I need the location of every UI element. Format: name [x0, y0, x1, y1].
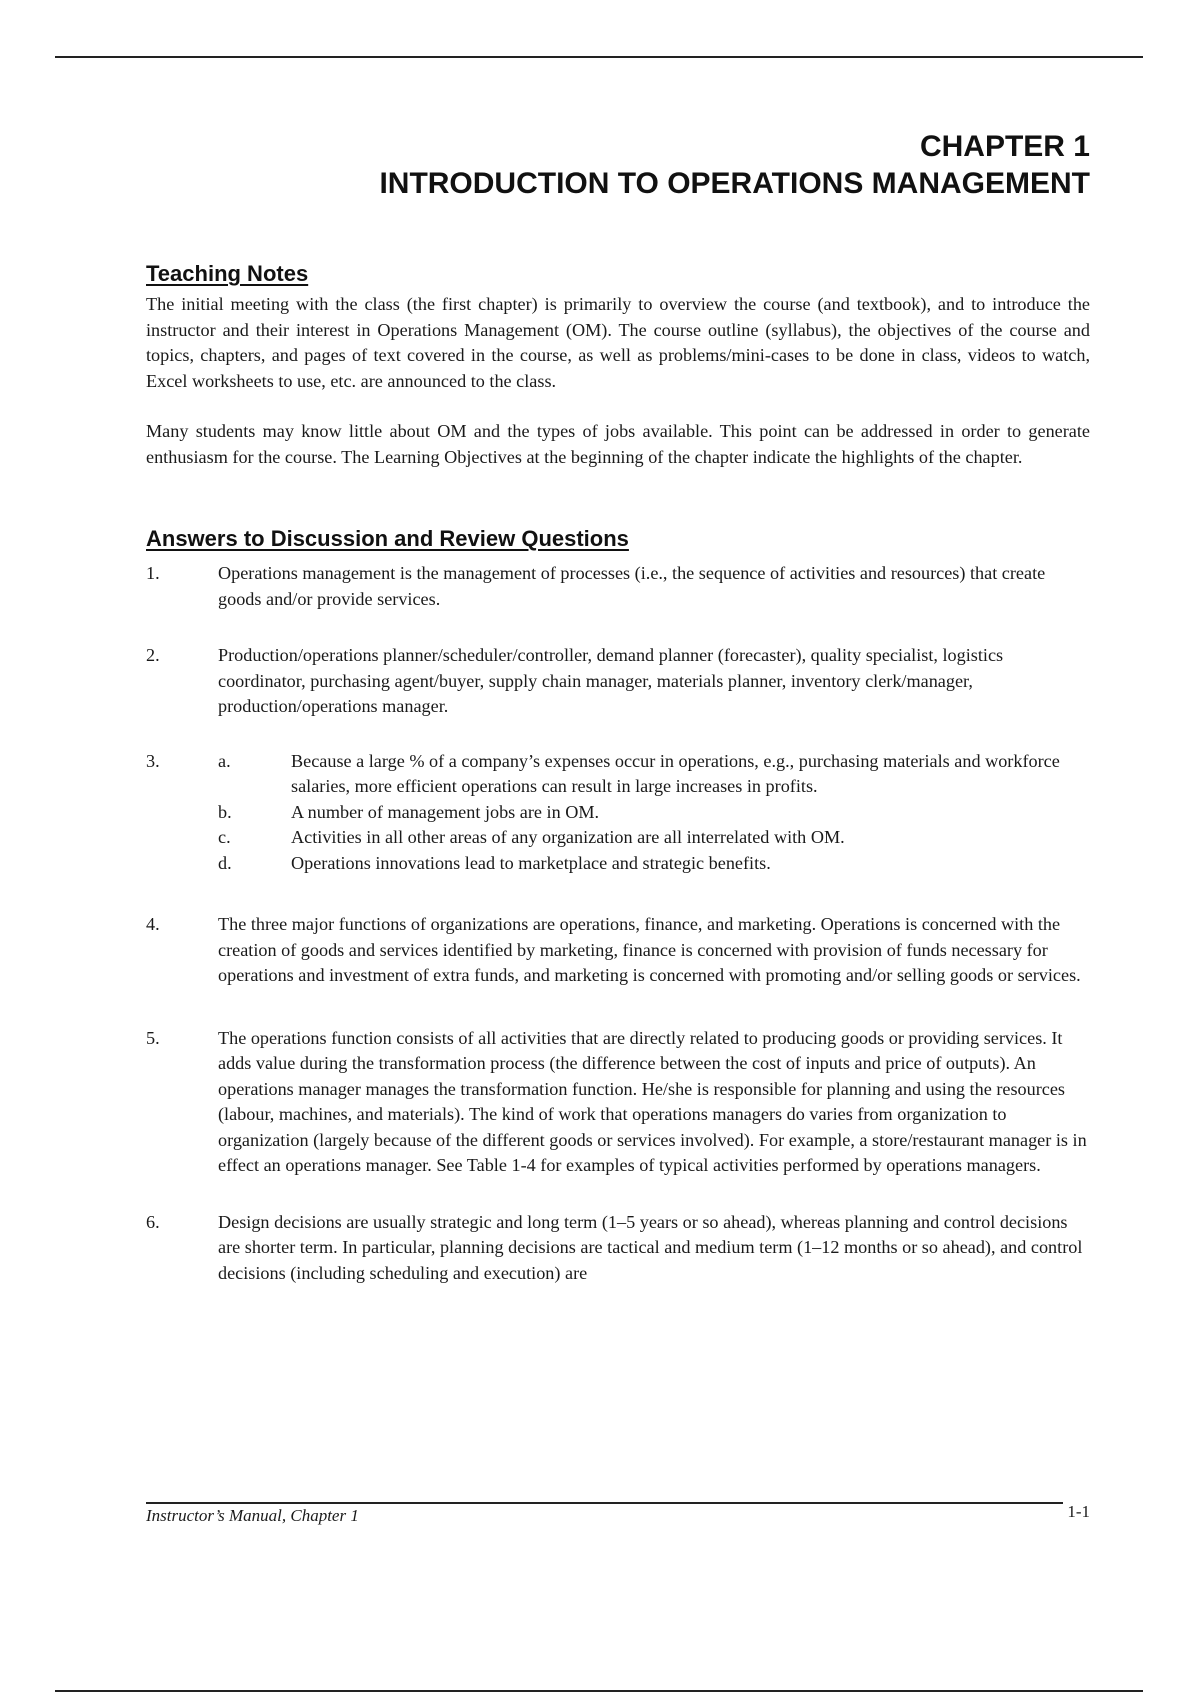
subitem-letter: a. [218, 750, 231, 771]
page-footer [146, 1502, 1090, 1528]
subitem-text: A number of management jobs are in OM. [291, 801, 600, 822]
teaching-notes-heading: Teaching Notes [146, 261, 309, 286]
answer-number: 3. [146, 750, 160, 771]
answer-item [146, 1026, 1090, 1179]
chapter-number: CHAPTER 1 [919, 130, 1090, 163]
subitem-text: Operations innovations lead to marketplace and strategic benefits. [291, 852, 771, 873]
subitem-text: Because a large % of a company’s expenses occur in operations, e.g., purchasing materials and workforce salaries, more efficient operations can result in large increases in profits. [291, 750, 1060, 796]
answer-number: 1. [146, 563, 160, 583]
document-page [146, 128, 1090, 1286]
answer-item [146, 643, 1090, 720]
answer-text: Production/operations planner/scheduler/controller, demand planner (forecaster), quality specialist, logistics coordinator, purchasing agent/buyer, supply chain manager, materials planner, inventory clerk/manager, production/operations manager. [218, 645, 1004, 716]
answers-heading: Answers to Discussion and Review Questions [146, 526, 629, 551]
answer-subitem [218, 851, 1090, 877]
answer-sublist [218, 749, 1090, 877]
answer-number: 2. [146, 645, 160, 665]
answer-text: Operations management is the management of processes (i.e., the sequence of activities and resources) that create goods and/or provide services. [218, 563, 1046, 609]
chapter-heading [146, 128, 1090, 202]
page-number: 1-1 [1067, 1502, 1090, 1521]
answer-subitem [218, 749, 1090, 800]
teaching-notes-paragraph-1: The initial meeting with the class (the first chapter) is primarily to overview the course (and textbook), and to introduce the instructor and their interest in Operations Management (OM). The course outline (syllabus), the objectives of the course and topics, chapters, and pages of text covered in the course, as well as problems/mini-cases to be done in class, videos to watch, Excel worksheets to use, etc. are announced to the class. [146, 294, 1090, 391]
answer-text: The three major functions of organizations are operations, finance, and marketing. Operations is concerned with the creation of goods and services identified by marketing, finance is concerned with provision of funds necessary for operations and investment of extra funds, and marketing is concerned with promoting and/or selling goods or services. [218, 914, 1081, 985]
answer-item [146, 561, 1090, 612]
answer-subitem [218, 825, 1090, 851]
subitem-letter: c. [218, 827, 231, 847]
answer-number: 4. [146, 914, 160, 934]
footer-title: Instructor’s Manual, Chapter 1 [146, 1506, 359, 1525]
answer-item [146, 1210, 1090, 1287]
answers-list [146, 561, 1090, 1286]
answer-item [146, 912, 1090, 989]
answer-text: Design decisions are usually strategic and long term (1–5 years or so ahead), whereas planning and control decisions are shorter term. In particular, planning decisions are tactical and medium term (1–12 months or so ahead), and control decisions (including scheduling and execution) are [218, 1211, 1083, 1283]
answer-text: The operations function consists of all activities that are directly related to producing goods or providing services. It adds value during the transformation process (the difference between the cost of inputs and price of outputs). An operations manager manages the transformation function. He/she is responsible for planning and using the resources (labour, machines, and materials). The kind of work that operations managers do varies from organization to organization (largely because of the different goods or services involved). For example, a store/restaurant manager is in effect an operations manager. See Table 1-4 for examples of typical activities performed by operations managers. [218, 1027, 1087, 1175]
subitem-text: Activities in all other areas of any organization are all interrelated with OM. [291, 827, 845, 847]
subitem-letter: b. [218, 801, 232, 822]
top-page-rule [55, 56, 1143, 58]
bottom-page-rule [55, 1690, 1143, 1692]
answer-number: 6. [146, 1211, 160, 1232]
teaching-notes-paragraph-2: Many students may know little about OM and the types of jobs available. This point can be addressed in order to generate enthusiasm for the course. The Learning Objectives at the beginning of the chapter indicate the highlights of the chapter. [146, 421, 1090, 467]
answer-item [146, 749, 1090, 877]
subitem-letter: d. [218, 852, 232, 873]
answer-number: 5. [146, 1027, 160, 1048]
answer-subitem [218, 800, 1090, 826]
chapter-title: INTRODUCTION TO OPERATIONS MANAGEMENT [379, 167, 1090, 200]
